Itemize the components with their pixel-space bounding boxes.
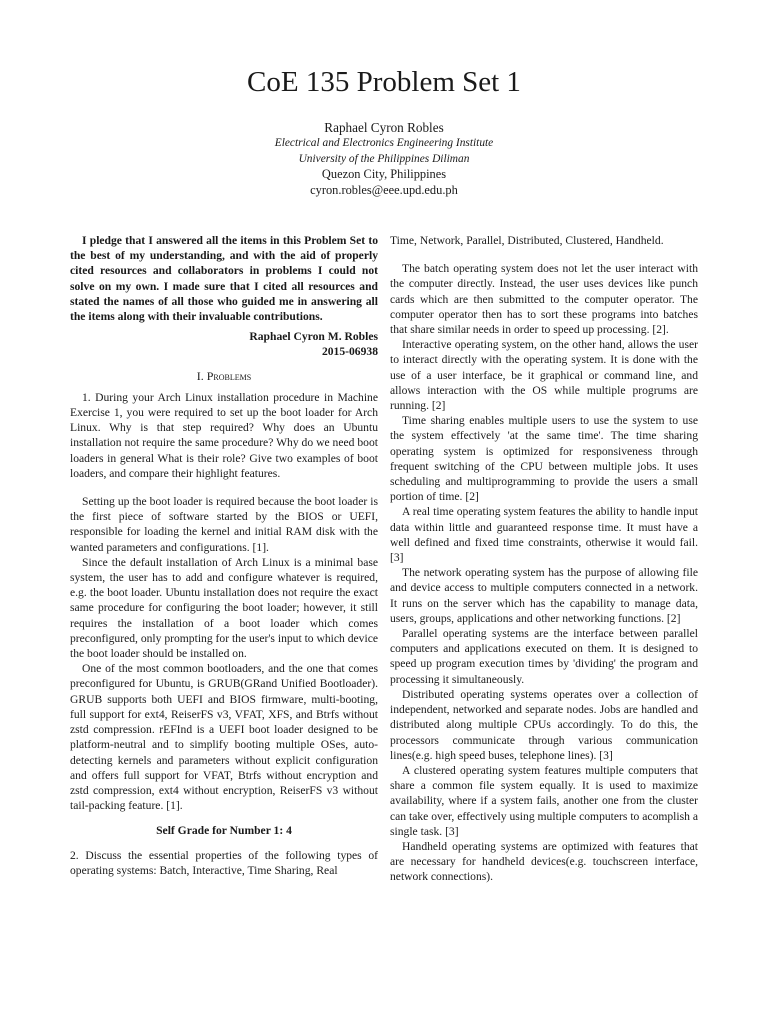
question-1: 1. During your Arch Linux installation procedure in Machine Exercise 1, you were required to set up the boot loader for Arch Linux. Why is that step required? Why does an Ubuntu installation not require the same procedure? Why do we need boot loaders in general What is their role? Give two examples of boot loaders, and compare their highlight features. (70, 390, 378, 480)
author-university: University of the Philippines Diliman (298, 152, 470, 165)
answer-1-paragraph-3: One of the most common bootloaders, and the one that comes preconfigured for Ubuntu, is GRUB(GRand Unified Bootloader). GRUB supports both UEFI and BIOS firmware, multi-booting, full support for ext4, ReiserFS v3, VFAT, XFS, and Btrfs without zstd compression. rEFInd is a UEFI boot loader designed to be platform-neutral and to simplify booting multiple OSes, auto-detecting kernels and parameters without explicit configuration and offers full support for VFAT, Btrfs without encryption and zstd compression, ext4 without encryption, ReiserFS v3 without tail-packing feature. [1]. (70, 662, 378, 813)
author-institute: Electrical and Electronics Engineering Institute (274, 137, 494, 149)
question-2-continued: Time, Network, Parallel, Distributed, Clustered, Handheld. (390, 234, 664, 247)
answer-1-paragraph-1: Setting up the boot loader is required because the boot loader is the first piece of software started by the BIOS or UEFI, responsible for loading the kernel and initial RAM disk with the wanted parameters and configurations. [1]. (70, 495, 378, 554)
answer-handheld: Handheld operating systems are optimized with features that are necessary for handheld devices(e.g. touchscreen interface, network connections). (390, 839, 698, 884)
question-2: 2. Discuss the essential properties of the following types of operating systems: Batch, Interactive, Time Sharing, Real (70, 848, 378, 877)
pledge-paragraph: I pledge that I answered all the items in this Problem Set to the best of my understanding, and with the aid of properly cited resources and collaborators in problems I could not solve on my own. I made sure that I cited all resources and stated the names of all those who guided me in answering all the items along with their invaluable contributions. (70, 234, 378, 324)
signature-name: Raphael Cyron M. Robles (249, 330, 378, 344)
author-email: cyron.robles@eee.upd.edu.ph (310, 182, 458, 197)
author-name: Raphael Cyron Robles (324, 120, 444, 135)
paper-title: CoE 135 Problem Set 1 (247, 66, 521, 98)
left-column (70, 233, 378, 878)
author-location: Quezon City, Philippines (321, 167, 447, 182)
answer-real-time: A real time operating system features the ability to handle input data within little and guaranteed response time. It must have a well defined and fixed time constraints, otherwise it would fail. [3] (390, 505, 698, 565)
section-heading: I. Problems (196, 368, 252, 383)
answer-interactive: Interactive operating system, on the other hand, allows the user to interact directly with the operating system. It is done with the use of a user interface, be it graphical or command line, and allows interaction with the OS while multiple progrums are running. [2] (390, 338, 698, 413)
answer-distributed: Distributed operating systems operates over a collection of independent, networked and separate nodes. Jobs are handled and distributed along multiple CPUs accordingly. To do this, the processors communicate through various communication lines(e.g. high speed buses, telephone lines). [3] (390, 687, 698, 762)
right-column (390, 233, 698, 885)
answer-time-sharing: Time sharing enables multiple users to use the system to use the system effectively 'at the same time'. The time sharing operating system is optimized for responsiveness through frequent switching of the CPU between multiple jobs. It uses scheduling and multiprogramming to provide the users a small portion of time. [2] (390, 414, 698, 504)
signature-block (70, 329, 378, 359)
answer-parallel: Parallel operating systems are the interface between parallel computers and applications executed on them. It is designed to speed up program execution times by 'dividing' the program and processing it simultaneously. (390, 627, 698, 686)
answer-1-paragraph-2: Since the default installation of Arch Linux is a minimal base system, the user has to add and configure whatever is required, e.g. the boot loader. Ubuntu installation does not require the exact same procedure for configuring the boot loader; however, it still requires the installation of a boot loader which comes preconfigured, only prompting for the user's input to which device the boot loader should be installed on. (70, 555, 378, 661)
author-block (0, 119, 768, 198)
signature-id: 2015-06938 (321, 345, 378, 359)
answer-batch: The batch operating system does not let the user interact with the computer directly. Instead, the user uses devices like punch cards which are then submitted to the computer operator. The computer operator then has to sort these programs into batches that share similar needs in order to speed up processing. [2]. (390, 262, 698, 337)
answer-clustered: A clustered operating system features multiple computers that share a common file system equally. It is used to maximize availability, where if a system fails, another one from the cluster can take over, effectively using multiple computers to acomplish a single task. [3] (390, 763, 698, 838)
self-grade: Self Grade for Number 1: 4 (156, 824, 292, 838)
answer-network: The network operating system has the purpose of allowing file and device access to multiple computers connected in a network. It runs on the server which has the capability to manage data, users, groups, applications and other networking functions. [2] (390, 566, 698, 625)
